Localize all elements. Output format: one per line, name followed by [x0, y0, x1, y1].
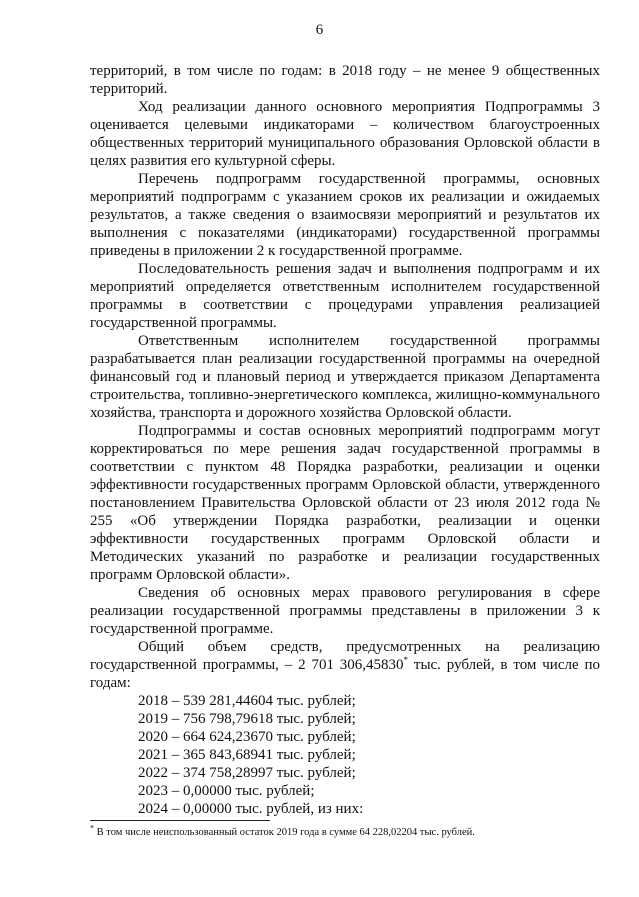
paragraph: Последовательность решения задач и выполнения подпрограмм и их мероприятий определяется ответственным исполнителем государственной программы в соответствии с процедурами управления реализацией государственной программы. — [90, 261, 600, 331]
paragraph: Ход реализации данного основного мероприятия Подпрограммы 3 оценивается целевыми индикаторами – количеством благоустроенных общественных территорий муниципального образования Орловской области в целях развития его культурной сферы. — [90, 99, 600, 169]
funding-year-item: 2019 – 756 798,79618 тыс. рублей; — [138, 711, 356, 727]
funding-year-item: 2020 – 664 624,23670 тыс. рублей; — [138, 729, 356, 745]
funding-text-end: тыс. рублей, в том числе по годам: — [90, 657, 600, 691]
funding-by-year-list — [138, 692, 600, 818]
paragraph: Перечень подпрограмм государственной программы, основных мероприятий подпрограмм с указанием сроков их реализации и ожидаемых результатов, а также сведения о взаимосвязи мероприятий и результатов их выполнения с показателями (индикаторами) государственной программы приведены в приложении 2 к государственной программе. — [90, 171, 600, 259]
paragraph: Сведения об основных мерах правового регулирования в сфере реализации государственной программы представлены в приложении 3 к государственной программе. — [90, 585, 600, 637]
funding-paragraph — [90, 638, 600, 692]
footnote-marker: * — [90, 823, 94, 833]
funding-year-item: 2022 – 374 758,28997 тыс. рублей; — [138, 765, 356, 781]
footnote-text: В том числе неиспользованный остаток 2019 года в сумме 64 228,02204 тыс. рублей. — [94, 827, 475, 838]
funding-year-item: 2018 – 539 281,44604 тыс. рублей; — [138, 693, 356, 709]
footnote-divider — [90, 820, 270, 821]
funding-year-item: 2024 – 0,00000 тыс. рублей, из них: — [138, 801, 364, 817]
paragraph: Ответственным исполнителем государственной программы разрабатывается план реализации государственной программы на очередной финансовый год и плановый период и утверждается приказом Департамента строительства, топливно-энергетического комплекса, жилищно-коммунального хозяйства, транспорта и дорожного хозяйства Орловской области. — [90, 333, 600, 421]
funding-year-item: 2021 – 365 843,68941 тыс. рублей; — [138, 747, 356, 763]
page-number: 6 — [315, 22, 324, 38]
document-body — [90, 62, 600, 818]
funding-year-item: 2023 – 0,00000 тыс. рублей; — [138, 783, 315, 799]
footnote-marker: * — [403, 655, 409, 665]
footnote — [90, 823, 600, 839]
paragraph-continuation: территорий, в том числе по годам: в 2018 году – не менее 9 общественных территорий. — [90, 63, 600, 97]
paragraph: Подпрограммы и состав основных мероприятий подпрограмм могут корректироваться по мере решения задач государственной программы в соответствии с пунктом 48 Порядка разработки, реализации и оценки эффективности государственных программ Орловской области, утвержденного постановлением Правительства Орловской области от 23 июля 2012 года № 255 «Об утверждении Порядка разработки, реализации и оценки эффективности государственных программ Орловской области и Методических указаний по разработке и реализации государственных программ Орловской области». — [90, 423, 600, 583]
funding-text: Общий объем средств, предусмотренных на реализацию государственной программы, – 2 701 306,45830 — [90, 639, 600, 673]
